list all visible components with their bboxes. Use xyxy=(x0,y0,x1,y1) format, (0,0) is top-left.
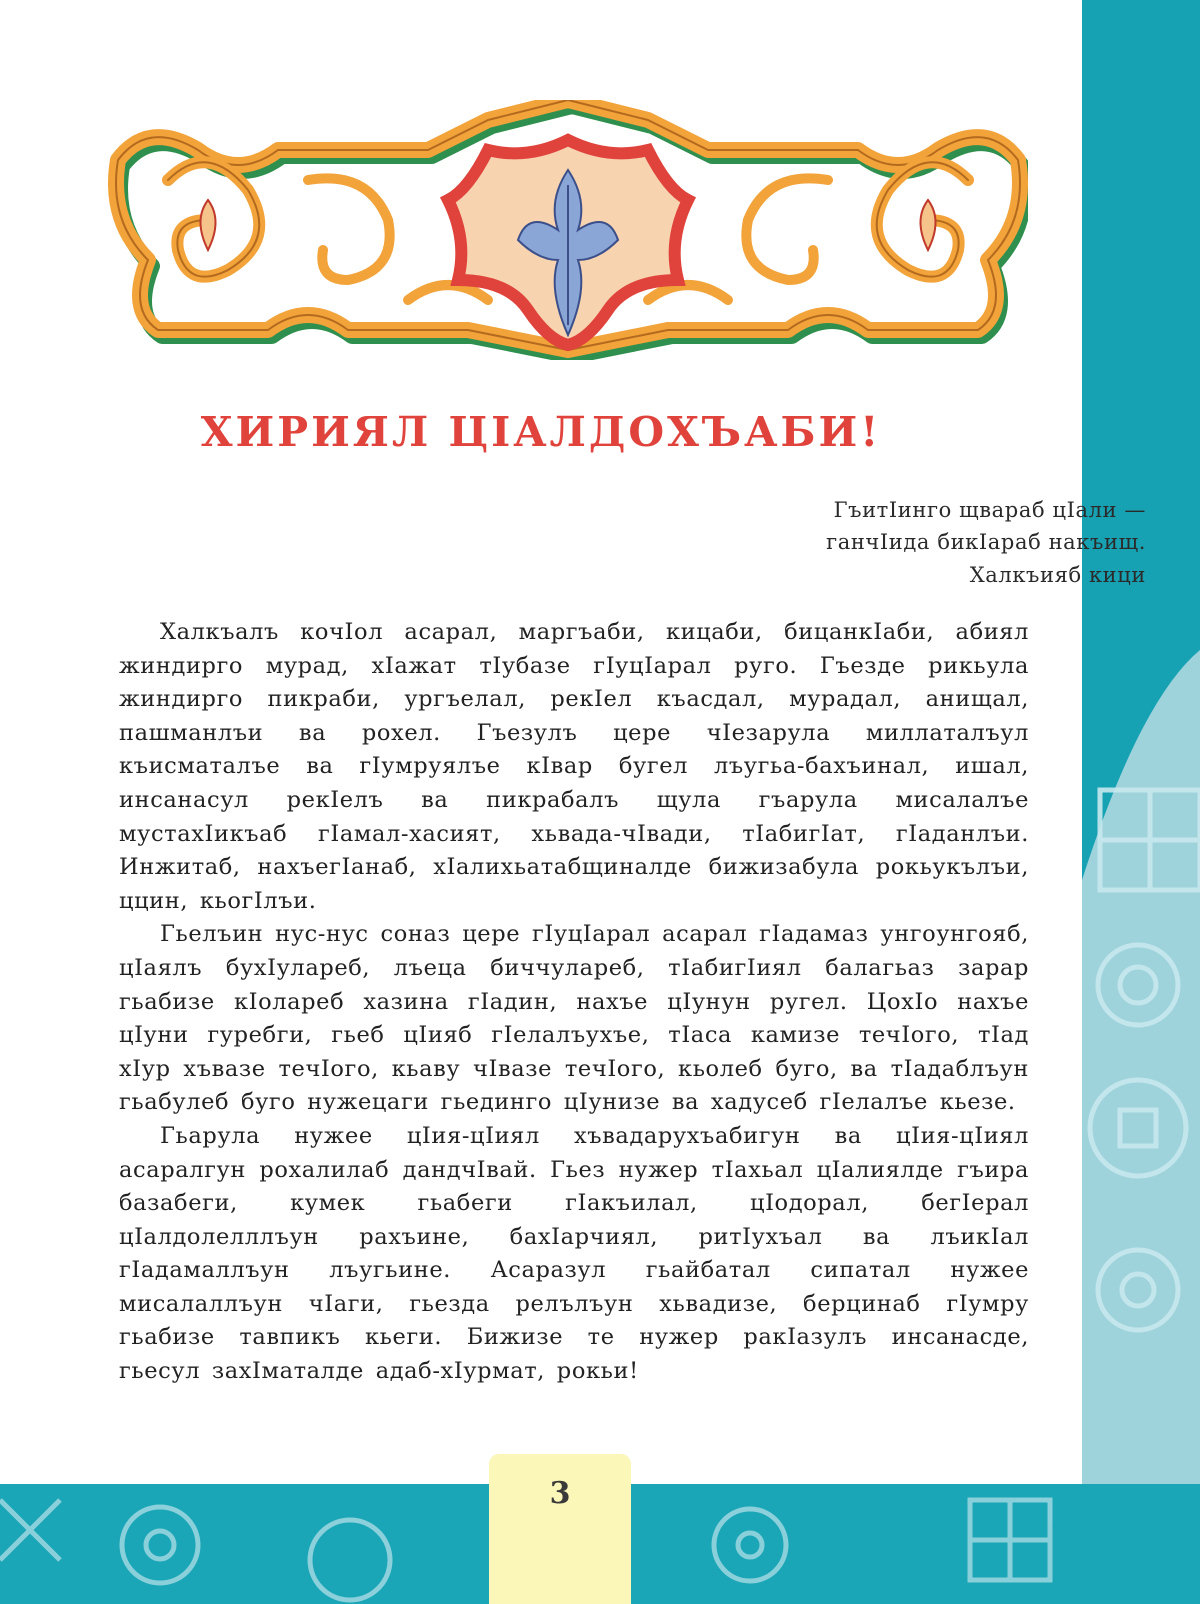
epigraph-line: ГъитIинго щвараб цIали — xyxy=(833,498,1146,522)
paragraph: Халкъалъ кочIол асарал, маргъаби, кицаби, бицанкIаби, абиял жиндирго мурад, хIажат тIубазе гIуцIарал руго. Гъезде рикьула жиндирго пикраби, ургъелал, рекIел къасдал, мурадал, анищал, пашманлъи ва рохел. Гъезулъ цере чIезарула миллаталъул къисматалъе ва гIумруялъе кIвар бугел лъугьа-бахъинал, ишал, инсанасул рекIелъ ва пикрабалъ щула гъарула мисалалъе мустахIикъаб гIамал-хасият, хьвада-чIвади, тIабигIат, гIаданлъи. Инжитаб, нахъегIанаб, хIалихьатабщиналде бижизабула рокьукълъи, ццин, кьогIлъи. xyxy=(119,619,1029,914)
paragraph: Гьарула нужее цIия-цIиял хъвадарухъабигун ва цIия-цIиял асаралгун рохалилаб дандчIвай. Гьез нужер тIахьал цIалиялде гъира базабеги, кумек гьабеги гIакъилал, цIодорал, бегIерал цIалдолелллъун рахъине, бахIарчиял, ритIухъал ва лъикIал гIадамаллъун лъугьине. Асаразул гьайбатал сипатал нужее мисалаллъун чIаги, гьезда релълъун хьвадизе, берцинаб гIумру гьабизе тавпикъ кьеги. Бижизе те нужер ракIазулъ инсанасде, гьесул захIматалде адаб-хIурмат, рокьи! xyxy=(119,1122,1029,1385)
page-title: ХИРИЯЛ ЦIАЛДОХЪАБИ! xyxy=(200,408,882,456)
body-text xyxy=(119,616,1029,1389)
epigraph-author: Халкъияб кици xyxy=(969,563,1146,587)
epigraph xyxy=(646,494,1146,591)
paragraph: Гьелъин нус-нус соназ цере гIуцIарал асарал гIадамаз унгоунгояб, цIаялъ бухIулареб, лъеца биччулареб, тIабигIиял балагьаз зарар гьабизе кIолареб хазина гIадин, нахъе цIунун ругел. ЦохIо нахъе цIуни гуребги, гьеб цIияб гIелалъухъе, тIаса камизе течIого, тIад хIур хъвазе течIого, кьаву чIвазе течIого, кьолеб буго, ва тIадаблъун гьабулеб буго нужецаги гьединго цIунизе ва хадусеб гIелалъе кьезе. xyxy=(119,921,1029,1116)
page-number: 3 xyxy=(549,1476,571,1511)
page-number-tab xyxy=(489,1454,631,1604)
epigraph-line: ганчIида бикIараб накъищ. xyxy=(826,530,1146,554)
ornament-header xyxy=(108,100,1028,360)
